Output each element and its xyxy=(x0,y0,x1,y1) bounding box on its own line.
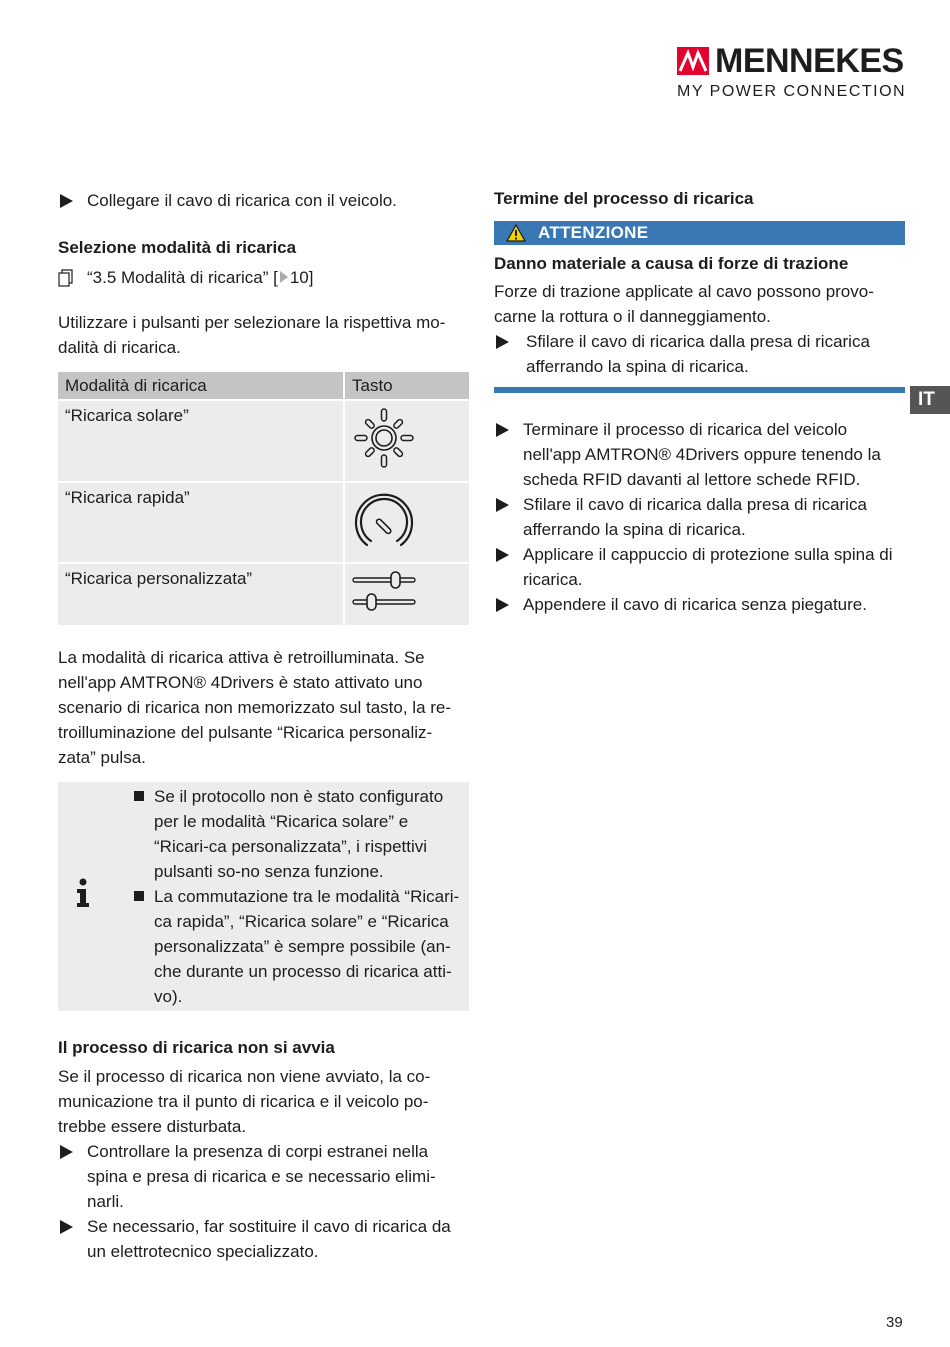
mode-selection-heading: Selezione modalità di ricarica xyxy=(58,238,297,257)
cross-reference[interactable] xyxy=(58,265,469,290)
table-row xyxy=(58,562,469,625)
step-arrow-icon xyxy=(496,423,509,437)
table-header-row xyxy=(58,372,469,399)
warning-end-bar xyxy=(494,387,905,393)
xref-text: “3.5 Modalità di ricarica” [ xyxy=(87,268,278,287)
step-arrow-icon xyxy=(496,548,509,562)
mode-fast-label: “Ricarica rapida” xyxy=(58,481,345,562)
end-step: Appendere il cavo di ricarica senza piegature. xyxy=(494,592,905,617)
language-tab: IT xyxy=(910,386,950,414)
bullet-square-icon xyxy=(134,791,144,801)
table-row xyxy=(58,481,469,562)
warning-title: Danno materiale a causa di forze di trazione xyxy=(494,254,849,273)
step-arrow-icon xyxy=(496,598,509,612)
logo-tagline: MY POWER CONNECTION xyxy=(677,83,907,100)
mennekes-logo-icon xyxy=(677,47,709,75)
warning-text: Forze di trazione applicate al cavo possono provo-carne la rottura o il danneggiamento. xyxy=(494,282,874,326)
bullet-square-icon xyxy=(134,891,144,901)
step-arrow-icon xyxy=(60,194,73,208)
backlight-paragraph: La modalità di ricarica attiva è retroilluminata. Se nell'app AMTRON® 4Drivers è stato attivato uno scenario di ricarica non memorizzato sul tasto, la re-troilluminazione del pulsante “Ricarica personaliz-zata” pulsa. xyxy=(58,648,452,767)
not-start-paragraph: Se il processo di ricarica non viene avviato, la co-municazione tra il punto di ricarica e il veicolo po-trebbe essere disturbata. xyxy=(58,1067,431,1136)
left-column xyxy=(58,188,469,1264)
info-icon xyxy=(74,878,92,908)
brand-logo xyxy=(677,44,907,102)
sun-icon xyxy=(351,405,417,471)
sliders-icon xyxy=(349,568,421,618)
info-bullet: La commutazione tra le modalità “Ricari-ca rapida”, “Ricarica solare” e “Ricarica personalizzata” è sempre possibile (an-che durante un processo di ricarica atti-vo). xyxy=(134,884,461,1009)
step-connect-cable: Collegare il cavo di ricarica con il veicolo. xyxy=(58,188,469,213)
step-replace-cable: Se necessario, far sostituire il cavo di ricarica da un elettrotecnico specializzato. xyxy=(58,1214,469,1264)
mode-solar-label: “Ricarica solare” xyxy=(58,399,345,481)
end-step: Terminare il processo di ricarica del veicolo nell'app AMTRON® 4Drivers oppure tenendo la scheda RFID davanti al lettore schede RFID. xyxy=(494,417,905,492)
not-start-heading: Il processo di ricarica non si avvia xyxy=(58,1038,335,1057)
end-step: Sfilare il cavo di ricarica dalla presa di ricarica afferrando la spina di ricarica. xyxy=(494,492,905,542)
page-pointer-icon xyxy=(280,271,288,283)
book-reference-icon xyxy=(58,269,74,287)
info-box xyxy=(58,782,469,1011)
step-arrow-icon xyxy=(496,335,509,349)
gauge-icon xyxy=(349,487,419,555)
end-process-heading: Termine del processo di ricarica xyxy=(494,189,754,208)
table-header-mode: Modalità di ricarica xyxy=(58,372,345,399)
warning-triangle-icon xyxy=(506,224,526,242)
step-arrow-icon xyxy=(60,1145,73,1159)
info-bullet: Se il protocollo non è stato configurato per le modalità “Ricarica solare” e “Ricari-ca personalizzata”, i rispettivi pulsanti so-no senza funzione. xyxy=(134,784,461,884)
table-row xyxy=(58,399,469,481)
mode-fast-key xyxy=(345,481,469,562)
intro-paragraph: Utilizzare i pulsanti per selezionare la rispettiva mo-dalità di ricarica. xyxy=(58,313,446,357)
step-check-foreign-bodies: Controllare la presenza di corpi estranei nella spina e presa di ricarica e se necessario elimi-narli. xyxy=(58,1139,469,1214)
xref-page: 10] xyxy=(289,268,314,287)
right-column xyxy=(494,186,905,617)
warning-banner xyxy=(494,221,905,245)
mode-custom-key xyxy=(345,562,469,625)
mode-custom-label: “Ricarica personalizzata” xyxy=(58,562,345,625)
mode-solar-key xyxy=(345,399,469,481)
page-number: 39 xyxy=(886,1314,903,1331)
charging-mode-table xyxy=(58,372,469,625)
warning-label: ATTENZIONE xyxy=(538,223,649,242)
step-arrow-icon xyxy=(496,498,509,512)
table-header-button: Tasto xyxy=(345,372,469,399)
step-arrow-icon xyxy=(60,1220,73,1234)
end-step: Applicare il cappuccio di protezione sulla spina di ricarica. xyxy=(494,542,905,592)
logo-name: MENNEKES xyxy=(715,42,904,80)
warning-step: Sfilare il cavo di ricarica dalla presa di ricarica afferrando la spina di ricarica. xyxy=(494,329,905,379)
